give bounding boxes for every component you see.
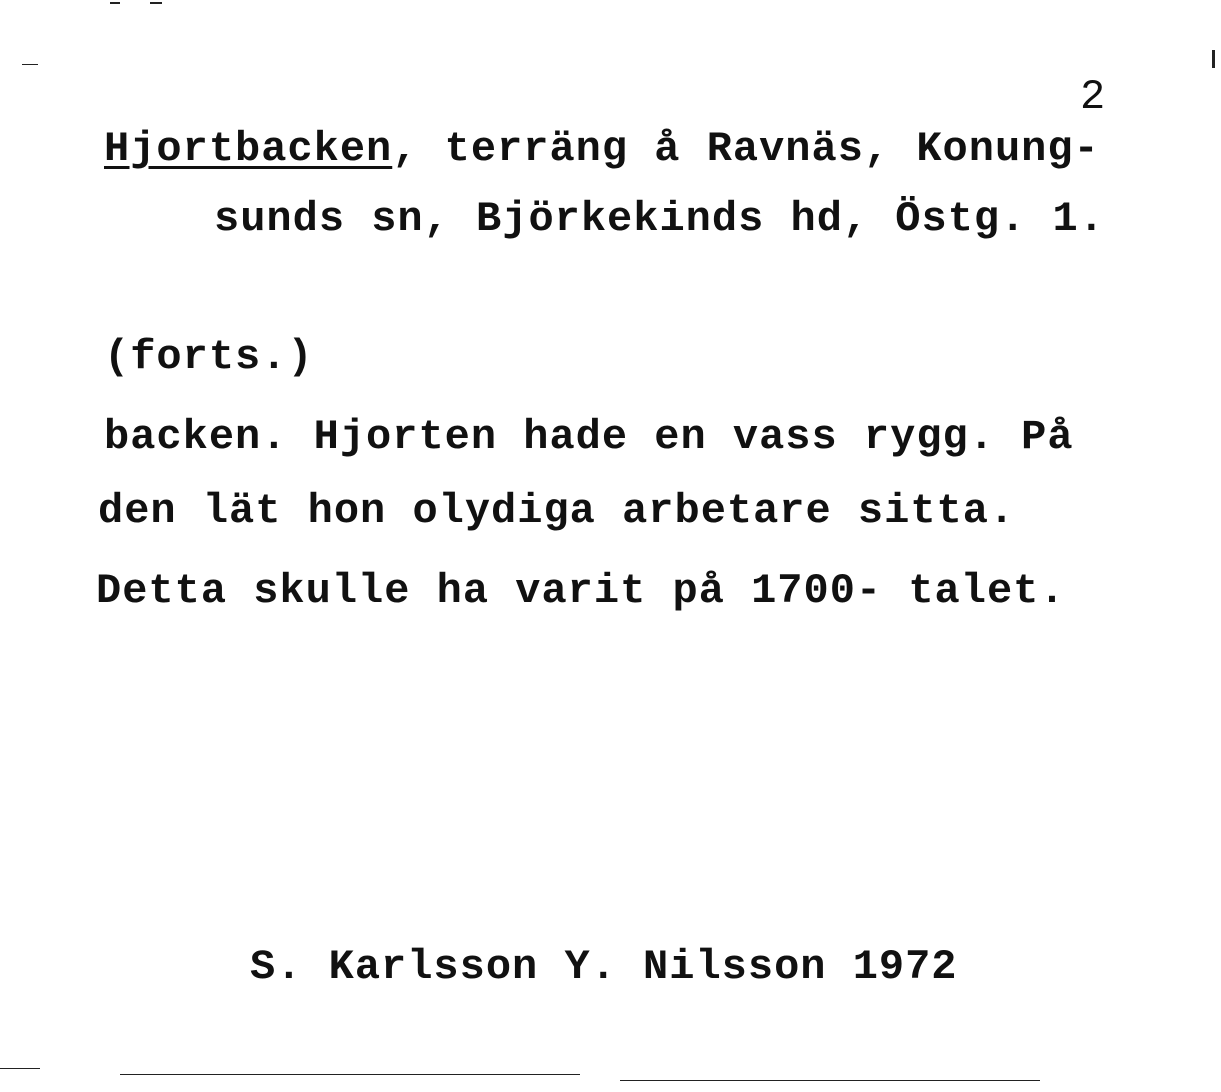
scan-speck <box>1212 50 1215 68</box>
scan-speck <box>620 1080 1040 1081</box>
continuation-marker: (forts.) <box>104 333 314 381</box>
signature: S. Karlsson Y. Nilsson 1972 <box>250 943 958 991</box>
heading-line-2: sunds sn, Björkekinds hd, Östg. 1. <box>214 195 1105 243</box>
heading-line-1 <box>104 125 1100 173</box>
scan-speck <box>120 1074 580 1075</box>
scan-speck <box>110 2 120 4</box>
scan-speck <box>22 64 38 65</box>
scan-speck <box>0 1068 40 1069</box>
body-line-1: backen. Hjorten hade en vass rygg. På <box>104 413 1074 461</box>
heading-rest: , terräng å Ravnäs, Konung- <box>392 125 1100 173</box>
scan-speck <box>150 2 162 4</box>
place-name: Hjortbacken <box>104 125 393 173</box>
body-line-2: den lät hon olydiga arbetare sitta. <box>98 487 1016 535</box>
page-number: 2 <box>1080 73 1107 121</box>
body-line-3: Detta skulle ha varit på 1700- talet. <box>96 567 1066 615</box>
